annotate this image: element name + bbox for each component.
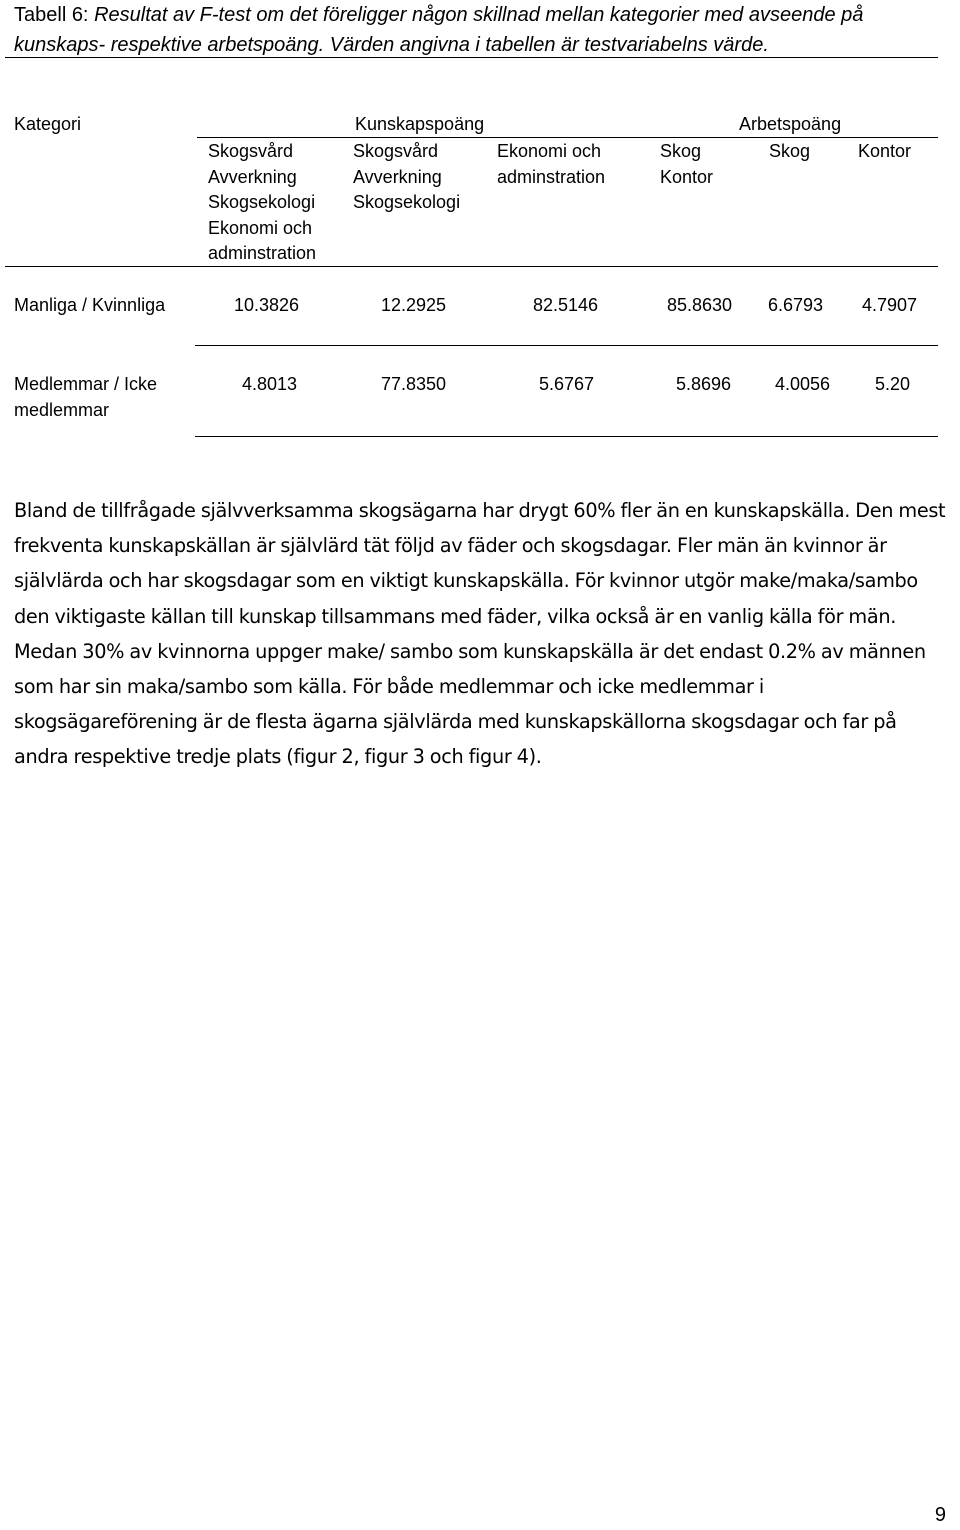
- row-separator-rule: [195, 345, 938, 346]
- row-label: [14, 372, 157, 423]
- table-cell: 4.0056: [775, 374, 831, 394]
- column-header-3: [497, 139, 605, 190]
- column-header-line: Kontor: [858, 141, 912, 161]
- column-header-4: [660, 139, 713, 190]
- column-header-2: [353, 139, 460, 216]
- column-header-line: Skog: [769, 141, 811, 161]
- column-header-line: Ekonomi och: [497, 141, 602, 161]
- page-number: 9: [934, 1504, 946, 1526]
- row-label-line: medlemmar: [14, 399, 110, 420]
- work-score-header: Arbetspoäng: [739, 114, 842, 134]
- table-cell: 5.8696: [676, 374, 732, 394]
- column-header-line: Avverkning: [208, 166, 297, 187]
- table-cell: 12.2925: [381, 295, 447, 315]
- column-header-line: Skogsvård: [208, 141, 294, 161]
- table-cell: 4.7907: [862, 295, 918, 315]
- table-cell: 82.5146: [533, 295, 599, 315]
- body-paragraph: Bland de tillfrågade självverksamma skogsägarna har drygt 60% fler än en kunskapskälla. Den mest frekventa kunskapskällan är självlärd tät följd av fäder och skogsdagar. Fler män än kvinnor är självlärda och har skogsdagar som en viktigt kunskapskälla. För kvinnor utgör make/maka/sambo den viktigaste källan till kunskap tillsammans med fäder, vilka också är en vanlig källa för män. Medan 30% av kvinnorna uppger make/ sambo som kunskapskälla är det endast 0.2% av männen som har sin maka/sambo som källa. För både medlemmar och icke medlemmar i skogsägareförening är de flesta ägarna självlärda med kunskapskällorna skogsdagar och far på andra respektive tredje plats (figur 2, figur 3 och figur 4).: [14, 499, 946, 769]
- column-header-line: Avverkning: [353, 166, 442, 187]
- table-cell: 4.8013: [242, 374, 298, 394]
- column-header-line: adminstration: [208, 243, 317, 263]
- table-top-rule: [5, 57, 938, 58]
- knowledge-score-header: Kunskapspoäng: [355, 114, 485, 134]
- caption-label: Tabell 6:: [14, 4, 95, 26]
- header-bottom-rule: [5, 266, 938, 267]
- category-header: Kategori: [14, 114, 82, 134]
- column-header-1: [208, 139, 316, 267]
- row-label-line: Manliga / Kvinnliga: [14, 295, 166, 315]
- column-header-line: Kontor: [660, 166, 714, 187]
- table-cell: 5.6767: [539, 374, 595, 394]
- column-header-line: adminstration: [497, 166, 606, 187]
- table-cell: 85.8630: [667, 295, 733, 315]
- column-header-line: Skog: [660, 141, 702, 161]
- column-header-line: Ekonomi och: [208, 217, 313, 238]
- table-cell: 10.3826: [234, 295, 300, 315]
- table-cell: 6.6793: [768, 295, 824, 315]
- table-cell: 77.8350: [381, 374, 447, 394]
- table-caption: [14, 0, 954, 60]
- row-label: [14, 293, 165, 319]
- column-header-6: [858, 139, 911, 165]
- column-header-line: Skogsekologi: [353, 192, 461, 212]
- column-header-5: [769, 139, 810, 165]
- column-header-line: Skogsvård: [353, 141, 439, 161]
- row-label-line: Medlemmar / Icke: [14, 374, 158, 394]
- table-cell: 5.20: [875, 374, 911, 394]
- table-bottom-rule: [195, 436, 938, 437]
- caption-text: Resultat av F-test om det föreligger någon skillnad mellan kategorier med avseende på kunskaps- respektive arbetspoäng. Värden angivna i tabellen är testvariabelns värde.: [14, 4, 864, 56]
- column-header-line: Skogsekologi: [208, 192, 316, 212]
